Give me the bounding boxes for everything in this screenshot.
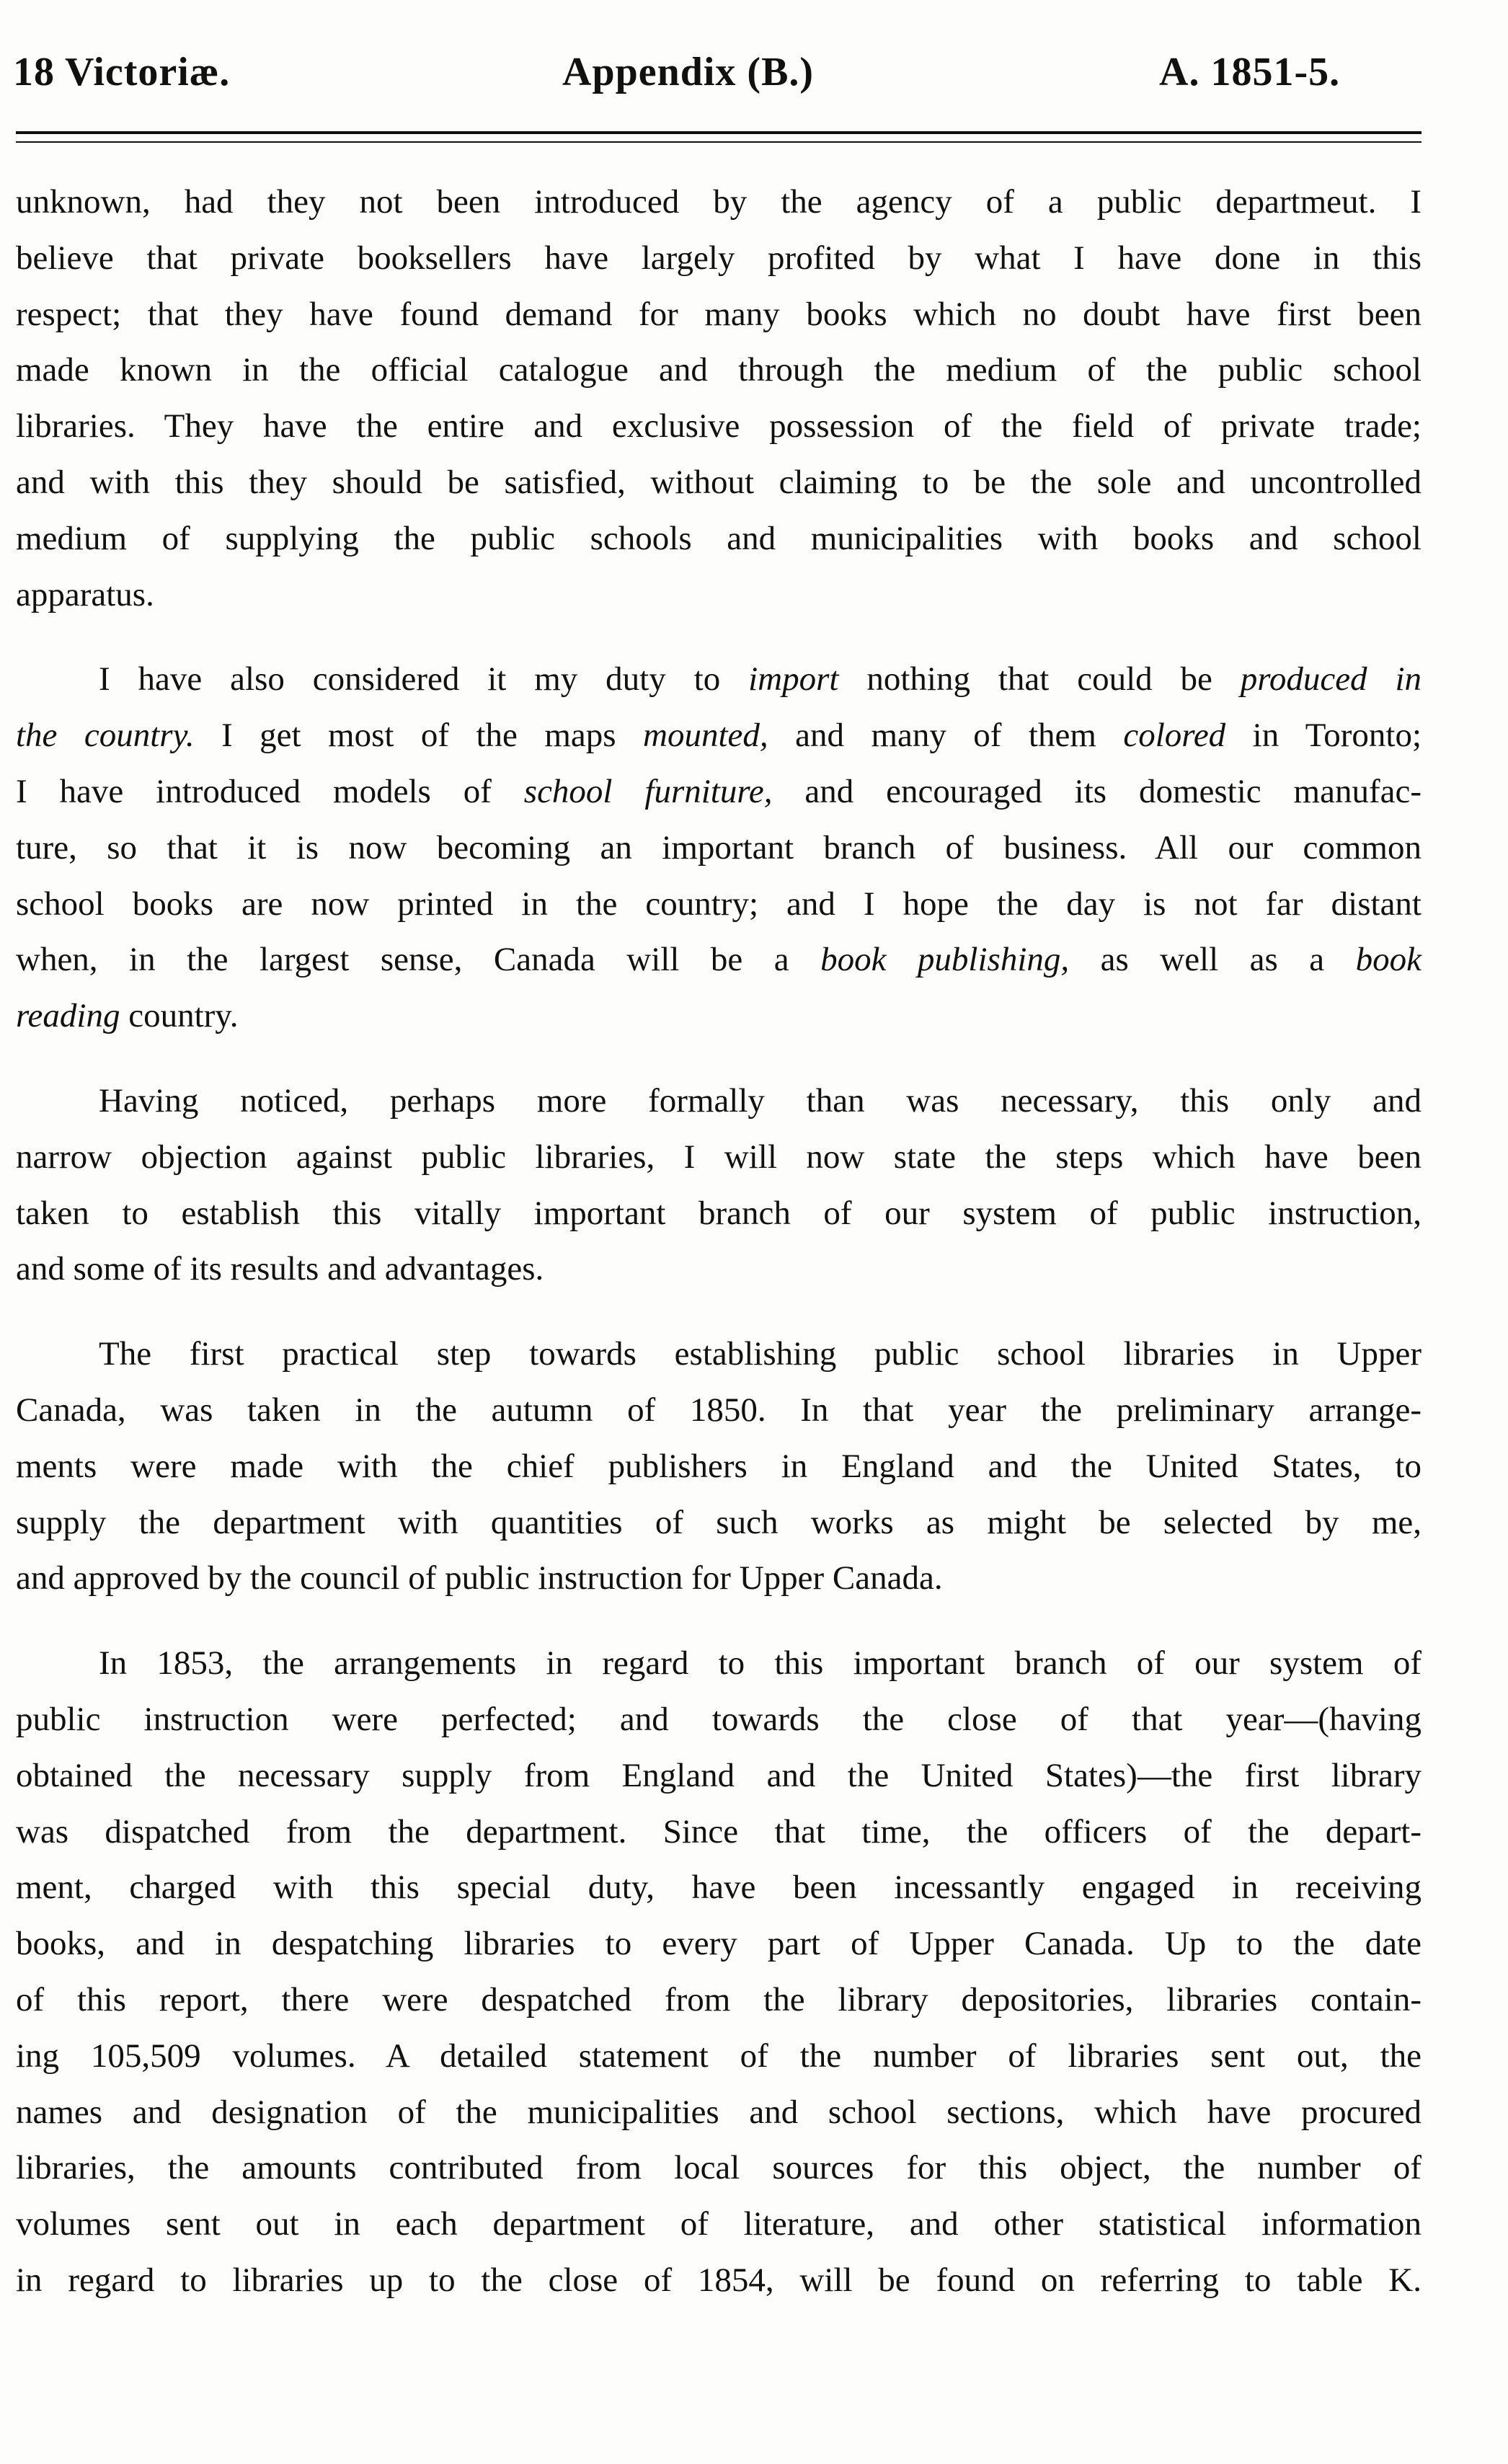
text-line: and with this they should be satisfied, without claiming to be the sole and uncontrolled	[16, 463, 1421, 501]
paragraph	[16, 1073, 1421, 1298]
italic-text: book publishing,	[820, 941, 1070, 979]
body-text	[16, 174, 1421, 2309]
paragraph	[16, 652, 1421, 1045]
text-line: respect; that they have found demand for many books which no doubt have first been	[16, 295, 1421, 333]
text-line: ment, charged with this special duty, have been incessantly engaged in receiving	[16, 1869, 1421, 1907]
italic-text: the country.	[16, 717, 195, 755]
text-line: was dispatched from the department. Since that time, the officers of the depart-	[16, 1812, 1421, 1851]
italic-text: reading	[16, 997, 120, 1035]
text-line: books, and in despatching libraries to every part of Upper Canada. Up to the date	[16, 1925, 1421, 1963]
header-session: 18 Victoriæ.	[13, 50, 231, 94]
header-rule-thin	[16, 141, 1421, 143]
text-line: in regard to libraries up to the close of 1854, will be found on referring to table K.	[16, 2261, 1421, 2299]
italic-text: colored	[1123, 717, 1226, 755]
italic-text: school furniture,	[523, 772, 773, 810]
text-line: believe that private booksellers have largely profited by what I have done in this	[16, 239, 1421, 277]
paragraph	[16, 1326, 1421, 1607]
italic-text: import	[748, 660, 839, 699]
text-line: libraries. They have the entire and exclusive possession of the field of private trade;	[16, 407, 1421, 446]
text-line: Having noticed, perhaps more formally than was necessary, this only and	[99, 1081, 1421, 1120]
text-line: the country. I get most of the maps mounted, and many of them colored in Toronto;	[16, 717, 1421, 755]
text-line: unknown, had they not been introduced by the agency of a public departmeut. I	[16, 183, 1421, 221]
text-line: ments were made with the chief publishers in England and the United States, to	[16, 1447, 1421, 1485]
text-line: obtained the necessary supply from England and the United States)—the first library	[16, 1756, 1421, 1794]
italic-text: produced in	[1240, 660, 1421, 699]
text-line: of this report, there were despatched from the library depositories, libraries contain-	[16, 1980, 1421, 2018]
header-appendix: Appendix (B.)	[562, 50, 815, 94]
text-line: apparatus.	[16, 575, 154, 613]
text-line: school books are now printed in the country; and I hope the day is not far distant	[16, 885, 1421, 923]
text-line: and some of its results and advantages.	[16, 1250, 544, 1288]
italic-text: book	[1355, 941, 1421, 979]
text-line: supply the department with quantities of such works as might be selected by me,	[16, 1503, 1421, 1541]
paragraph	[16, 1636, 1421, 2309]
text-line: I have introduced models of school furniture, and encouraged its domestic manufac-	[16, 772, 1421, 810]
header-rule-thick	[16, 131, 1421, 134]
text-line: ing 105,509 volumes. A detailed statement of the number of libraries sent out, the	[16, 2037, 1421, 2075]
text-line: reading country.	[16, 997, 239, 1035]
text-line: names and designation of the municipalities and school sections, which have procured	[16, 2093, 1421, 2131]
text-line: In 1853, the arrangements in regard to this important branch of our system of	[99, 1644, 1421, 1683]
text-line: public instruction were perfected; and towards the close of that year—(having	[16, 1700, 1421, 1738]
text-line: when, in the largest sense, Canada will be a book publishing, as well as a book	[16, 941, 1421, 979]
text-line: The first practical step towards establishing public school libraries in Upper	[99, 1335, 1421, 1373]
text-line: medium of supplying the public schools and municipalities with books and school	[16, 519, 1421, 557]
text-line: Canada, was taken in the autumn of 1850. In that year the preliminary arrange-	[16, 1391, 1421, 1429]
text-line: narrow objection against public libraries, I will now state the steps which have been	[16, 1138, 1421, 1176]
text-line: taken to establish this vitally important branch of our system of public instruction,	[16, 1194, 1421, 1232]
italic-text: mounted,	[643, 717, 768, 755]
running-header	[13, 35, 1419, 107]
header-volume: A. 1851-5.	[1159, 50, 1341, 94]
text-line: I have also considered it my duty to import nothing that could be produced in	[99, 660, 1421, 699]
text-line: and approved by the council of public instruction for Upper Canada.	[16, 1559, 943, 1597]
text-line: made known in the official catalogue and through the medium of the public school	[16, 351, 1421, 389]
text-line: libraries, the amounts contributed from local sources for this object, the number of	[16, 2149, 1421, 2187]
text-line: ture, so that it is now becoming an important branch of business. All our common	[16, 828, 1421, 867]
text-line: volumes sent out in each department of literature, and other statistical information	[16, 2205, 1421, 2243]
paragraph	[16, 174, 1421, 623]
